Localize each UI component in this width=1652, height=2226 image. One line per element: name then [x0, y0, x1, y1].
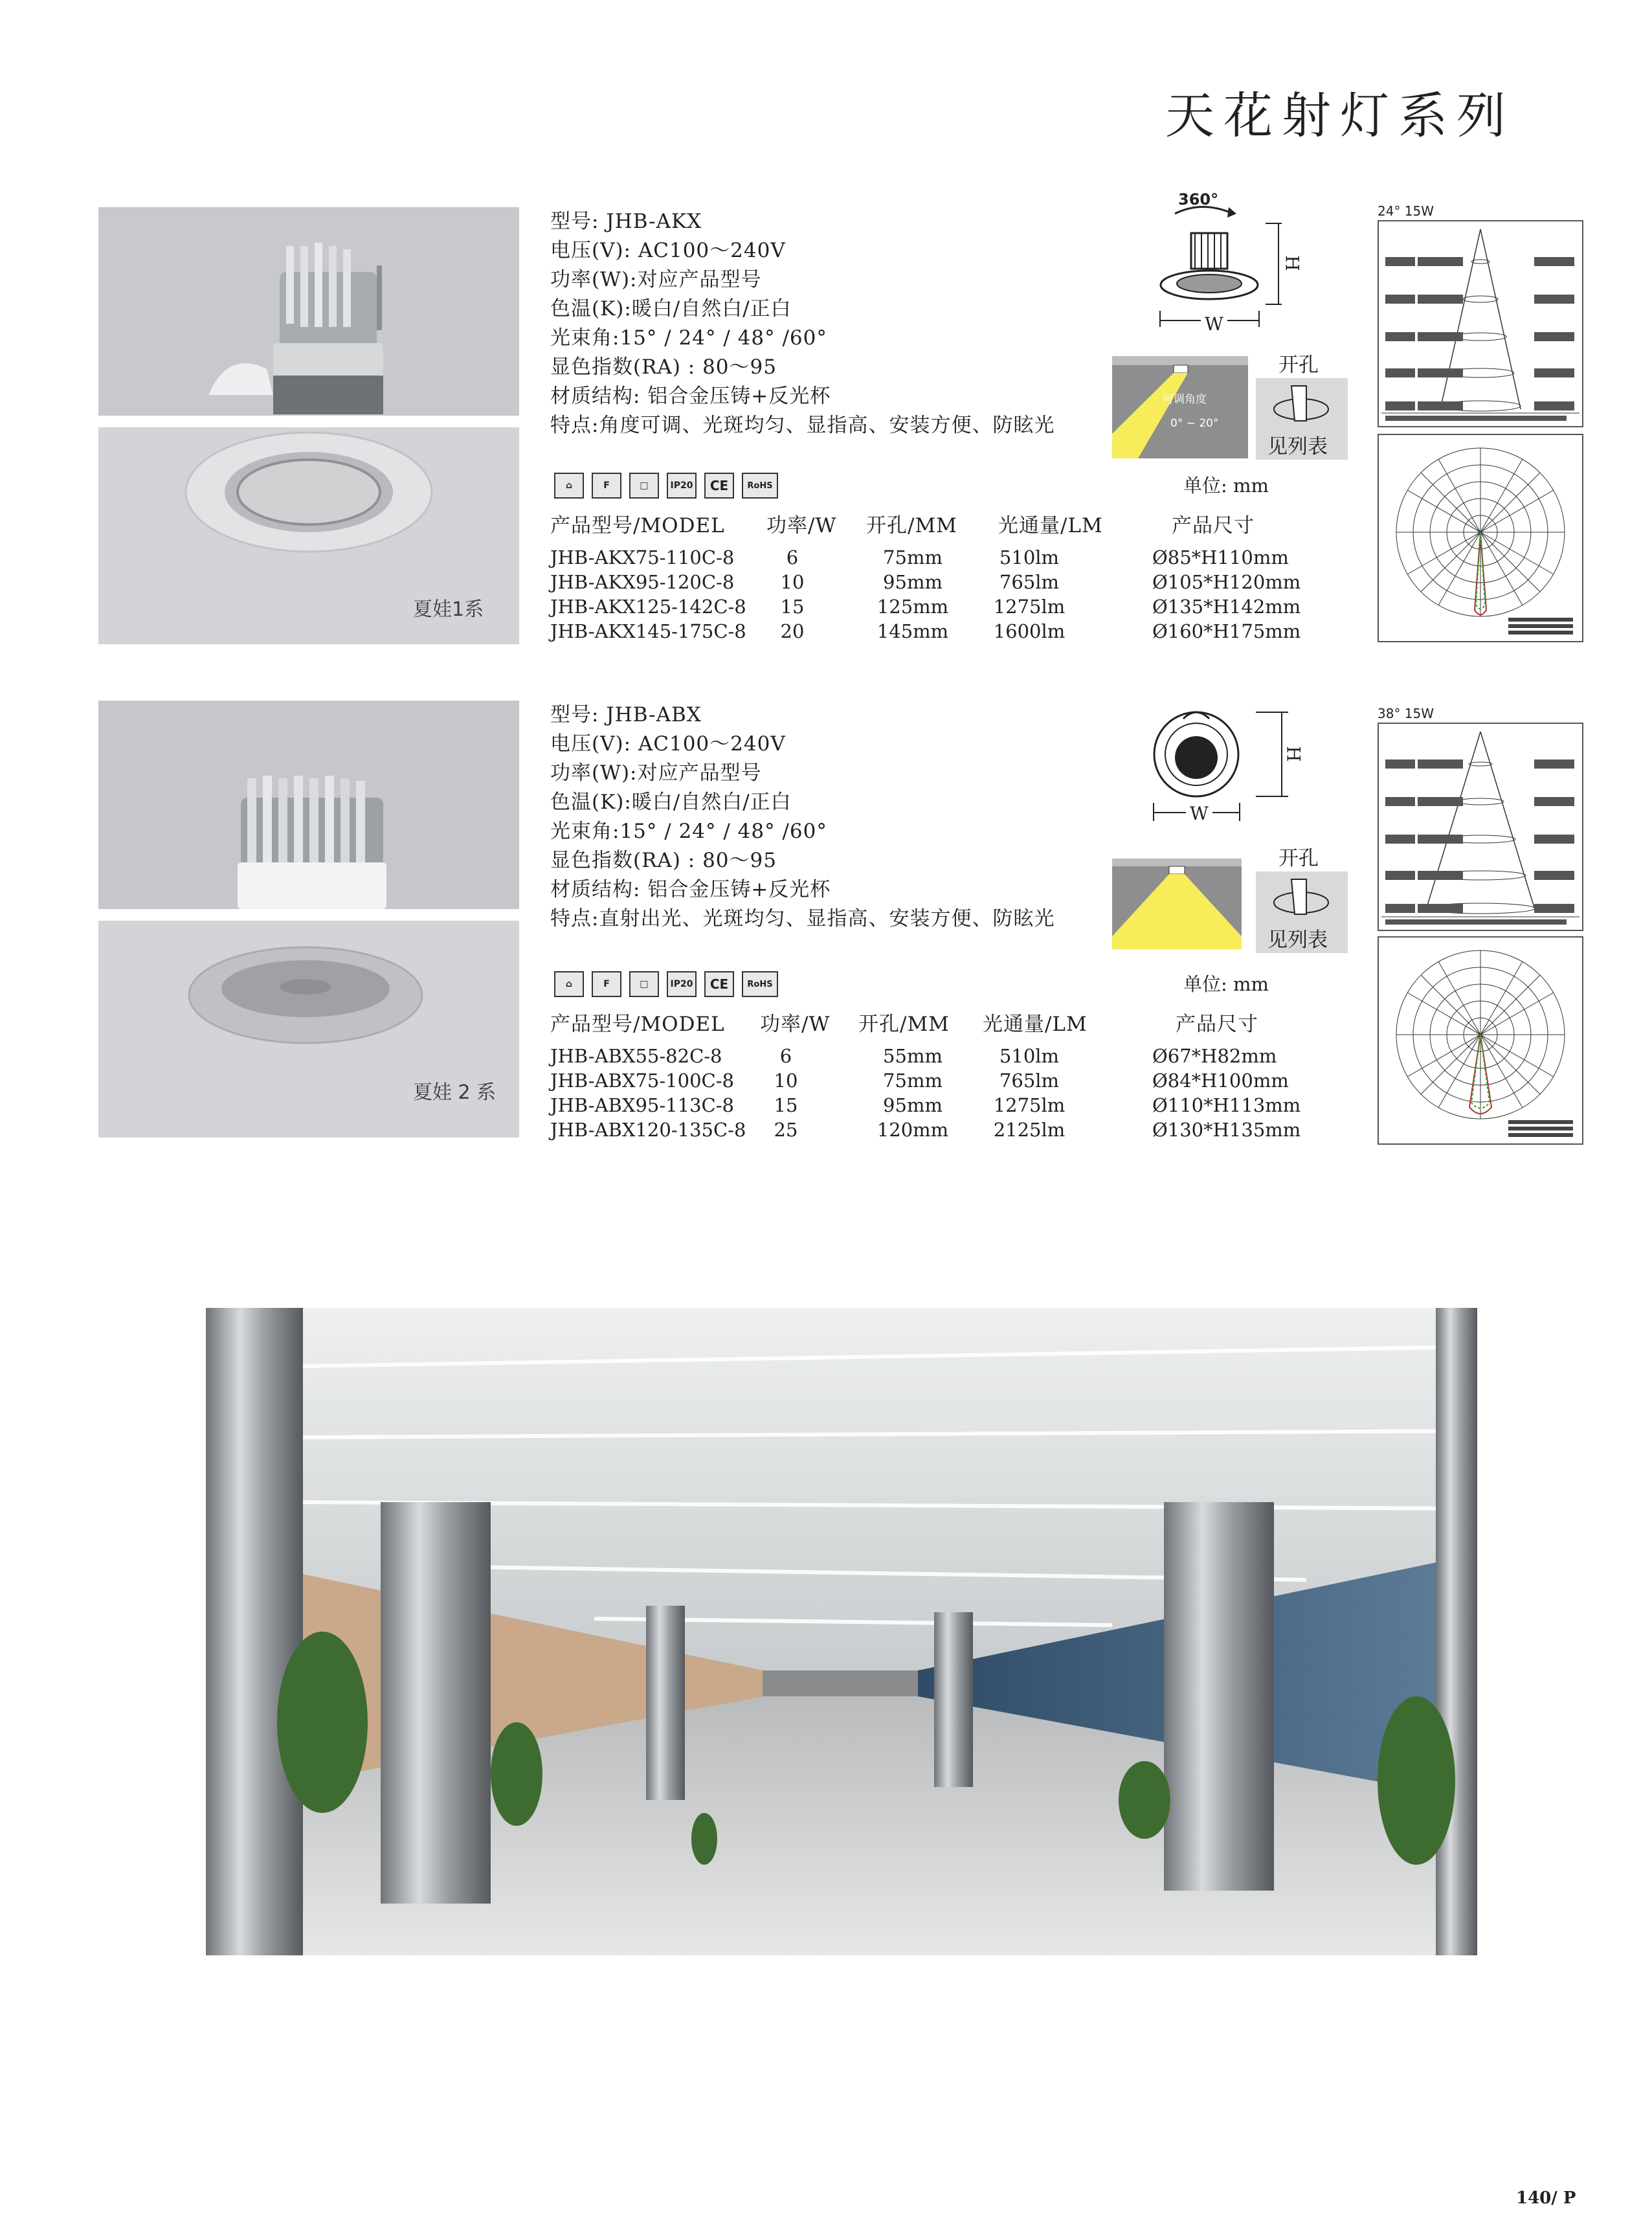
spec-power: 功率(W):对应产品型号: [550, 268, 762, 291]
cell-power: 15: [774, 1094, 798, 1116]
graph-title: 24° 15W: [1378, 203, 1434, 219]
polar-curve-icon: [1379, 938, 1582, 1143]
downlight-angle-image: [98, 207, 519, 416]
dimension-drawing: [1139, 699, 1314, 842]
cell-size: Ø105*H120mm: [1152, 571, 1301, 593]
cell-flux: 2125lm: [993, 1119, 1066, 1141]
cell-power: 6: [779, 1045, 792, 1067]
cell-flux: 765lm: [999, 1070, 1060, 1092]
cell-model: JHB-ABX75-100C-8: [550, 1070, 734, 1092]
downlight-outline-icon: [1152, 188, 1314, 356]
col-power: 功率/W: [760, 1013, 831, 1036]
cell-model: JHB-AKX145-175C-8: [550, 620, 746, 642]
beam-angle-icon: [1112, 356, 1248, 458]
spec-voltage: 电压(V): AC100～240V: [550, 732, 786, 756]
adjust-label: 可调角度: [1163, 393, 1207, 406]
spec-voltage: 电压(V): AC100～240V: [550, 239, 786, 262]
polar-graph: [1378, 936, 1583, 1145]
hole-box: [1256, 871, 1348, 953]
dim-h-label: H: [1281, 255, 1303, 271]
cell-model: JHB-ABX55-82C-8: [550, 1045, 722, 1067]
product-photo-top: [98, 701, 519, 909]
cell-size: Ø110*H113mm: [1152, 1094, 1301, 1116]
cell-size: Ø85*H110mm: [1152, 546, 1289, 568]
col-size: 产品尺寸: [1176, 1013, 1258, 1036]
adjust-range: 0° ~ 20°: [1170, 417, 1219, 430]
spec-beam: 光束角:15° / 24° / 48° /60°: [550, 326, 827, 350]
series-label: 夏娃1系: [413, 598, 484, 621]
cutout-icon: [1256, 378, 1348, 430]
illuminance-cone-icon: [1379, 221, 1582, 426]
product-photo-bottom: [98, 921, 519, 1138]
dim-w-label: W: [1186, 803, 1212, 824]
graph-title: 38° 15W: [1378, 706, 1434, 721]
hallway-scene-image: [206, 1308, 1477, 1955]
illuminance-graph: [1378, 723, 1583, 931]
beam-illustration: [1112, 356, 1248, 458]
cell-size: Ø160*H175mm: [1152, 620, 1301, 642]
product-photo-top: [98, 207, 519, 416]
cell-hole: 55mm: [883, 1045, 943, 1067]
col-model: 产品型号/MODEL: [550, 514, 725, 537]
indoor-icon: ⌂: [554, 473, 584, 499]
cell-size: Ø67*H82mm: [1152, 1045, 1277, 1067]
spec-features: 特点:角度可调、光斑均匀、显指高、安装方便、防眩光: [550, 414, 1055, 437]
cell-model: JHB-AKX125-142C-8: [550, 596, 746, 618]
class-ii-icon: □: [629, 473, 659, 499]
cell-size: Ø130*H135mm: [1152, 1119, 1301, 1141]
spec-material: 材质结构: 铝合金压铸+反光杯: [550, 385, 831, 408]
rohs-icon: RoHS: [742, 971, 778, 997]
ce-icon: CE: [704, 971, 734, 997]
cert-icons: [554, 473, 778, 499]
cell-power: 15: [780, 596, 805, 618]
cell-hole: 125mm: [876, 596, 949, 618]
page-title: 天花射灯系列: [1165, 87, 1515, 144]
hole-box: [1256, 378, 1348, 460]
beam-illustration: [1112, 859, 1242, 949]
dim-w-label: W: [1201, 313, 1227, 335]
cell-model: JHB-AKX75-110C-8: [550, 546, 735, 568]
f-mark-icon: F: [592, 971, 621, 997]
indoor-icon: ⌂: [554, 971, 584, 997]
spec-cri: 显色指数(RA) : 80～95: [550, 849, 777, 872]
unit-label: 单位: mm: [1183, 475, 1269, 497]
cell-model: JHB-ABX120-135C-8: [550, 1119, 746, 1141]
polar-graph: [1378, 434, 1583, 642]
cell-power: 20: [780, 620, 805, 642]
cell-power: 25: [774, 1119, 798, 1141]
cell-flux: 1275lm: [993, 1094, 1066, 1116]
cell-hole: 75mm: [883, 1070, 943, 1092]
spec-cct: 色温(K):暖白/自然白/正白: [550, 791, 792, 814]
cell-model: JHB-ABX95-113C-8: [550, 1094, 734, 1116]
cell-flux: 765lm: [999, 571, 1060, 593]
rotation-label: 360°: [1178, 190, 1219, 208]
cell-hole: 95mm: [883, 1094, 943, 1116]
ce-icon: CE: [704, 473, 734, 499]
downlight-side-image: [98, 701, 519, 909]
cell-flux: 1275lm: [993, 596, 1066, 618]
hole-label: 开孔: [1278, 354, 1319, 377]
ip20-icon: IP20: [667, 971, 697, 997]
spec-features: 特点:直射出光、光斑均匀、显指高、安装方便、防眩光: [550, 907, 1055, 930]
col-model: 产品型号/MODEL: [550, 1013, 725, 1036]
cell-power: 10: [780, 571, 805, 593]
cell-size: Ø135*H142mm: [1152, 596, 1301, 618]
dim-h-label: H: [1282, 746, 1304, 762]
col-hole: 开孔/MM: [858, 1013, 950, 1036]
cutout-icon: [1256, 871, 1348, 923]
cell-flux: 510lm: [999, 1045, 1060, 1067]
cell-flux: 1600lm: [993, 620, 1066, 642]
col-flux: 光通量/LM: [998, 514, 1103, 537]
class-ii-icon: □: [629, 971, 659, 997]
cell-power: 10: [774, 1070, 798, 1092]
spec-cri: 显色指数(RA) : 80～95: [550, 355, 777, 379]
illuminance-graph: [1378, 220, 1583, 427]
application-photo: [206, 1308, 1477, 1955]
polar-curve-icon: [1379, 435, 1582, 641]
illuminance-cone-icon: [1379, 724, 1582, 930]
f-mark-icon: F: [592, 473, 621, 499]
see-table-label: 见列表: [1267, 435, 1328, 458]
hole-label: 开孔: [1278, 847, 1319, 870]
spec-model: 型号: JHB-AKX: [550, 210, 702, 233]
cell-power: 6: [786, 546, 799, 568]
col-hole: 开孔/MM: [866, 514, 957, 537]
spec-model: 型号: JHB-ABX: [550, 703, 702, 726]
downlight-outline-icon: [1139, 699, 1314, 842]
cell-model: JHB-AKX95-120C-8: [550, 571, 735, 593]
downlight-front-image: [98, 921, 519, 1138]
col-power: 功率/W: [766, 514, 837, 537]
spec-list: [550, 701, 1055, 934]
cell-size: Ø84*H100mm: [1152, 1070, 1289, 1092]
cell-hole: 75mm: [883, 546, 943, 568]
series-label: 夏娃 2 系: [413, 1081, 497, 1104]
page-number: 140/ P: [1516, 2188, 1576, 2208]
spec-material: 材质结构: 铝合金压铸+反光杯: [550, 878, 831, 901]
beam-straight-icon: [1112, 859, 1242, 949]
cell-hole: 145mm: [876, 620, 949, 642]
see-table-label: 见列表: [1267, 928, 1328, 952]
cell-flux: 510lm: [999, 546, 1060, 568]
spec-cct: 色温(K):暖白/自然白/正白: [550, 297, 792, 320]
col-size: 产品尺寸: [1172, 514, 1255, 537]
spec-power: 功率(W):对应产品型号: [550, 761, 762, 785]
cell-hole: 120mm: [876, 1119, 949, 1141]
spec-beam: 光束角:15° / 24° / 48° /60°: [550, 820, 827, 843]
spec-list: [550, 207, 1055, 440]
dimension-drawing: [1152, 188, 1314, 356]
col-flux: 光通量/LM: [983, 1013, 1088, 1036]
unit-label: 单位: mm: [1183, 973, 1269, 995]
cert-icons: [554, 971, 778, 997]
rohs-icon: RoHS: [742, 473, 778, 499]
product-photo-bottom: [98, 427, 519, 644]
ip20-icon: IP20: [667, 473, 697, 499]
cell-hole: 95mm: [883, 571, 943, 593]
